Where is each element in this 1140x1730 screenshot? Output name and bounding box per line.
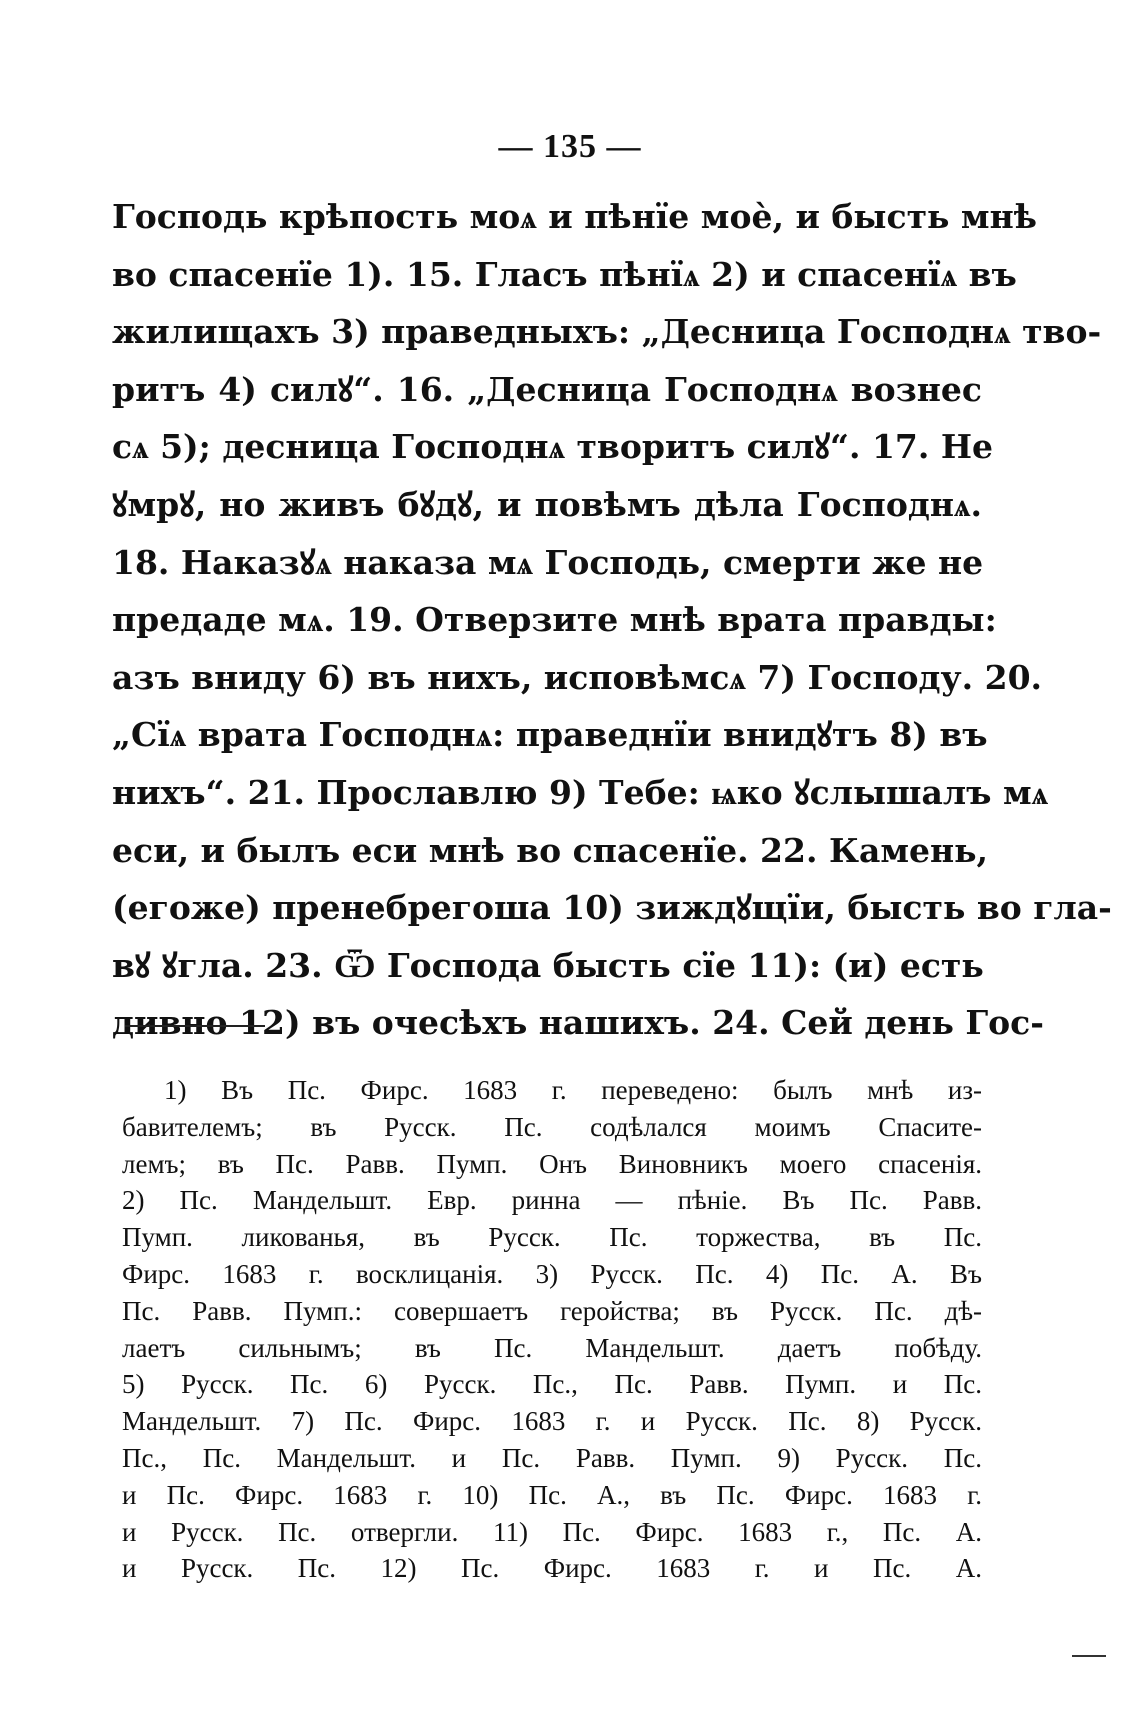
footnote-divider bbox=[125, 1025, 265, 1027]
margin-mark bbox=[1072, 1655, 1106, 1657]
footnote-line: бавителемъ; въ Русск. Пс. содѣлался моимъ Спасите- bbox=[122, 1111, 982, 1142]
footnote-line: Пс., Пс. Мандельшт. и Пс. Равв. Пумп. 9) Русск. Пс. bbox=[122, 1442, 982, 1473]
text-line: во спасенїе 1). 15. Гласъ пѣнїѧ 2) и спасенїѧ въ bbox=[112, 254, 1017, 294]
text-line: еси, и былъ еси мнѣ во спасенїе. 22. Камень, bbox=[112, 830, 989, 870]
footnote-line: лаетъ сильнымъ; въ Пс. Мандельшт. даетъ побѣду. bbox=[122, 1332, 982, 1363]
text-line: предаде мѧ. 19. Отверзите мнѣ врата правды: bbox=[112, 600, 997, 640]
text-line: нихъ“. 21. Прославлю 9) Тебе: ѩко ꙋслышалъ мѧ bbox=[112, 772, 1049, 812]
footnotes bbox=[122, 1072, 982, 1587]
footnote-line: и Пс. Фирс. 1683 г. 10) Пс. А., въ Пс. Фирс. 1683 г. bbox=[122, 1479, 982, 1510]
footnote-line: и Русск. Пс. отвергли. 11) Пс. Фирс. 1683 г., Пс. А. bbox=[122, 1516, 982, 1547]
text-line: сѧ 5); десница Господнѧ творитъ силꙋ“. 17. Не bbox=[112, 427, 994, 467]
text-line: жилищахъ 3) праведныхъ: „Десница Господнѧ тво- bbox=[112, 312, 1102, 352]
text-line: Господь крѣпость моѧ и пѣнїе моѐ, и бысть мнѣ bbox=[112, 197, 1037, 236]
footnote-line: Фирс. 1683 г. восклицанія. 3) Русск. Пс. 4) Пс. А. Въ bbox=[122, 1258, 982, 1289]
text-line: ꙋмрꙋ, но живъ бꙋдꙋ, и повѣмъ дѣла Господнѧ. bbox=[112, 484, 982, 524]
text-line: 18. Наказꙋѧ наказа мѧ Господь, смерти же не bbox=[112, 542, 984, 582]
footnote-line: Мандельшт. 7) Пс. Фирс. 1683 г. и Русск. Пс. 8) Русск. bbox=[122, 1406, 982, 1437]
page-number: — 135 — bbox=[498, 128, 642, 165]
footnote-line: и Русск. Пс. 12) Пс. Фирс. 1683 г. и Пс. А. bbox=[122, 1553, 982, 1584]
text-line: дивно 12) въ очесѣхъ нашихъ. 24. Сей день Гос- bbox=[112, 1003, 1044, 1043]
text-line: азъ вниду 6) въ нихъ, исповѣмсѧ 7) Господу. 20. bbox=[112, 657, 1043, 697]
footnote-line: 5) Русск. Пс. 6) Русск. Пс., Пс. Равв. Пумп. и Пс. bbox=[122, 1369, 982, 1400]
footnote-line: Пумп. ликованья, въ Русск. Пс. торжества, въ Пс. bbox=[122, 1222, 982, 1253]
text-line: ритъ 4) силꙋ“. 16. „Десница Господнѧ вознес bbox=[112, 369, 982, 409]
text-line: (егоже) пренебрегоша 10) зиждꙋщїи, бысть во гла- bbox=[112, 888, 1112, 928]
text-line: вꙋ ꙋгла. 23. Ѿ Господа бысть сїе 11): (и) есть bbox=[112, 945, 984, 985]
text-line: „Сїѧ врата Господнѧ: праведнїи внидꙋтъ 8) въ bbox=[112, 715, 988, 755]
footnote-line: 1) Въ Пс. Фирс. 1683 г. переведено: былъ мнѣ из- bbox=[164, 1075, 982, 1105]
footnote-line: 2) Пс. Мандельшт. Евр. ринна — пѣніе. Въ Пс. Равв. bbox=[122, 1185, 982, 1216]
main-text bbox=[112, 188, 1112, 1052]
footnote-line: Пс. Равв. Пумп.: совершаетъ геройства; въ Русск. Пс. дѣ- bbox=[122, 1295, 982, 1326]
footnote-line: лемъ; въ Пс. Равв. Пумп. Онъ Виновникъ моего спасенія. bbox=[122, 1148, 982, 1179]
